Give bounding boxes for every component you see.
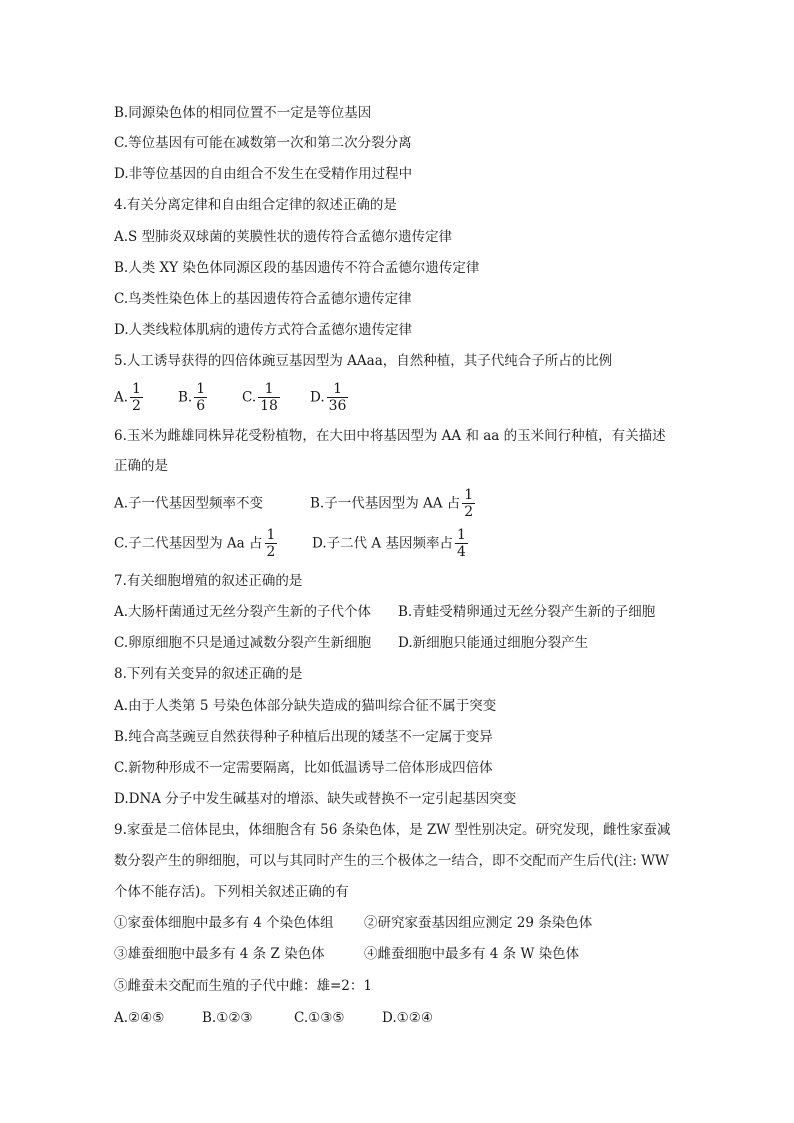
q4-option-b: B.人类 XY 染色体同源区段的基因遗传不符合孟德尔遗传定律 [114, 260, 480, 276]
q3-option-c: C.等位基因有可能在减数第一次和第二次分裂分离 [114, 135, 412, 151]
q3-option-d: D.非等位基因的自由组合不发生在受精作用过程中 [114, 166, 413, 182]
numerator: 1 [456, 527, 466, 543]
q7-option-a: A.大肠杆菌通过无丝分裂产生新的子代个体 [114, 604, 372, 620]
q4-option-d: D.人类线粒体肌病的遗传方式符合孟德尔遗传定律 [114, 322, 413, 338]
numerator: 1 [464, 487, 474, 503]
q8-option-c: C.新物种形成不一定需要隔离，比如低温诱导二倍体形成四倍体 [114, 760, 493, 776]
q9-statement-3: ③雄蚕细胞中最多有 4 条 Z 染色体 [114, 946, 325, 962]
q6-option-d-fraction [455, 527, 468, 560]
q6-option-c-fraction [265, 527, 278, 560]
q6-option-d [312, 520, 470, 567]
numerator: 1 [333, 381, 343, 397]
q6-stem-cont: 正确的是 [114, 458, 168, 474]
q7-option-b: B.青蛙受精卵通过无丝分裂产生新的子细胞 [398, 604, 656, 620]
q6-option-b-text: B.子一代基因型为 AA 占 [310, 495, 461, 512]
q9-stem-cont1: 数分裂产生的卵细胞，可以与其同时产生的三个极体之一结合，即不交配而产生后代(注: WW [114, 853, 669, 869]
q5-option-b-fraction [194, 381, 207, 414]
q9-statement-2: ②研究家蚕基因组应测定 29 条染色体 [364, 915, 593, 931]
q9-stem: 9.家蚕是二倍体昆虫，体细胞含有 56 条染色体，是 ZW 型性别决定。研究发现，雌性家蚕减 [114, 822, 671, 838]
q4-stem: 4.有关分离定律和自由组合定律的叙述正确的是 [114, 197, 397, 213]
q8-option-b: B.纯合高茎豌豆自然获得种子种植后出现的矮茎不一定属于变异 [114, 729, 493, 745]
q5-option-a-label: A. [114, 389, 129, 406]
numerator: 1 [266, 527, 276, 543]
q9-option-d: D.①②④ [382, 1010, 433, 1026]
q5-option-c-label: C. [242, 389, 257, 406]
denominator: 6 [196, 398, 206, 414]
denominator: 2 [266, 544, 276, 560]
q9-statement-4: ④雌蚕细胞中最多有 4 条 W 染色体 [364, 946, 580, 962]
q4-option-a: A.S 型肺炎双球菌的荚膜性状的遗传符合孟德尔遗传定律 [114, 229, 453, 245]
q5-option-b-label: B. [178, 389, 193, 406]
denominator: 36 [328, 398, 347, 414]
numerator: 1 [196, 381, 206, 397]
q4-option-c: C.鸟类性染色体上的基因遗传符合孟德尔遗传定律 [114, 291, 412, 307]
q5-stem: 5.人工诱导获得的四倍体豌豆基因型为 AAaa，自然种植，其子代纯合子所占的比例 [114, 353, 613, 369]
q6-option-c-text: C.子二代基因型为 Aa 占 [114, 535, 263, 552]
q7-stem: 7.有关细胞增殖的叙述正确的是 [114, 573, 303, 589]
q6-options-row2 [114, 520, 534, 566]
q7-option-d: D.新细胞只能通过细胞分裂产生 [398, 635, 589, 651]
q5-option-a-fraction [130, 381, 143, 414]
q9-option-c: C.①③⑤ [294, 1010, 345, 1026]
q5-option-d-fraction [327, 381, 349, 414]
q9-stem-cont2: 个体不能存活)。下列相关叙述正确的有 [114, 884, 349, 900]
q7-option-c: C.卵原细胞不只是通过减数分裂产生新细胞 [114, 635, 372, 651]
q6-option-d-text: D.子二代 A 基因频率占 [312, 535, 453, 552]
q5-options [114, 374, 414, 420]
q9-option-a: A.②④⑤ [114, 1010, 165, 1026]
denominator: 4 [456, 544, 466, 560]
numerator: 1 [264, 381, 274, 397]
q5-option-d [310, 374, 350, 421]
q5-option-c [242, 374, 282, 421]
q6-option-c [114, 520, 279, 567]
q9-statement-5: ⑤雌蚕未交配而生殖的子代中雌：雄=2：1 [114, 978, 372, 994]
denominator: 2 [132, 398, 141, 414]
denominator: 18 [260, 398, 278, 414]
q5-option-c-fraction [258, 381, 280, 414]
numerator: 1 [132, 381, 141, 397]
q9-option-b: B.①②③ [202, 1010, 253, 1026]
denominator: 2 [464, 504, 474, 520]
q8-option-a: A.由于人类第 5 号染色体部分缺失造成的猫叫综合征不属于突变 [114, 698, 497, 714]
q9-statement-1: ①家蚕体细胞中最多有 4 个染色体组 [114, 915, 334, 931]
q6-option-a-text: A.子一代基因型频率不变 [114, 495, 264, 512]
q6-option-b-fraction [462, 487, 475, 520]
q8-stem: 8.下列有关变异的叙述正确的是 [114, 666, 303, 682]
q5-option-a [114, 374, 145, 421]
q6-stem: 6.玉米为雌雄同株异花受粉植物，在大田中将基因型为 AA 和 aa 的玉米间行种植，有关描述 [114, 428, 666, 444]
q5-option-d-label: D. [310, 389, 325, 406]
q8-option-d: D.DNA 分子中发生碱基对的增添、缺失或替换不一定引起基因突变 [114, 791, 517, 807]
q3-option-b: B.同源染色体的相同位置不一定是等位基因 [114, 105, 372, 121]
q5-option-b [178, 374, 209, 421]
